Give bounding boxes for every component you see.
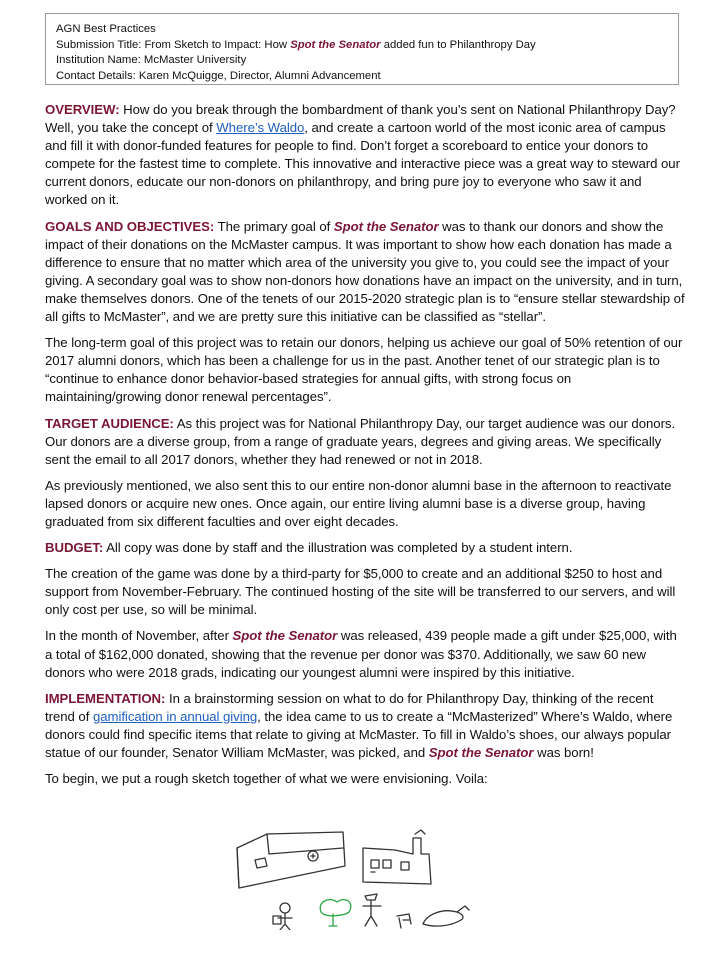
budget-paragraph bbox=[45, 539, 685, 557]
implementation-text-1: In a brainstorming session on what to do for Philanthropy Day, thinking of the recent trend of bbox=[45, 690, 654, 724]
goals-text-1: The primary goal of bbox=[214, 218, 334, 234]
sketch-figure-1 bbox=[273, 903, 292, 930]
goals-spot-title: Spot the Senator bbox=[333, 218, 439, 234]
header-line-agn: AGN Best Practices bbox=[56, 23, 156, 35]
budget-p3-text-b: was released, 439 people made a gift under $25,000, with a total of $162,000 donated, showing that the revenue per donor was $370. Additionally, we saw 60 new donors who were 2018 grads, indicating our youngest alumni were inspired by this initiative. bbox=[45, 628, 677, 680]
goals-paragraph bbox=[45, 218, 685, 327]
submission-spot-title: Spot the Senator bbox=[290, 38, 381, 51]
document-body bbox=[45, 101, 685, 796]
budget-text-1: All copy was done by staff and the illustration was completed by a student intern. bbox=[103, 540, 573, 556]
submission-suffix: added fun to Philanthropy Day bbox=[380, 38, 536, 51]
goals-text-2: was to thank our donors and show the impact of their donations on the McMaster campus. It was important to show how each donation has made a difference to ensure that no matter which area of the university you give to, you could see the impact of your giving. A secondary goal was to show non-donors how donations have an impact on the university, and in turn, make themselves donors. One of the tenets of our 2015-2020 strategic plan is to “ensure stellar stewardship of all gifts to McMaster”, and we are pretty sure this initiative can be classified as “stellar”. bbox=[45, 218, 685, 325]
implementation-spot-title: Spot the Senator bbox=[428, 745, 534, 760]
sketch-green-tree bbox=[320, 900, 351, 926]
budget-paragraph-2: The creation of the game was done by a third-party for $5,000 to create and an additional $250 to host and support from November-February. The continued hosting of the site will be transferred to our servers, and will only cost per use, so will be minimal. bbox=[45, 566, 676, 618]
goals-heading: GOALS AND OBJECTIVES: bbox=[45, 218, 215, 234]
implementation-heading: IMPLEMENTATION: bbox=[45, 690, 166, 706]
gamification-link[interactable]: gamification in annual giving bbox=[92, 708, 258, 724]
implementation-text-2: , the idea came to us to create a “McMasterized” Where’s Waldo, where donors could find specific items that relate to giving at McMaster. To fill in Waldo’s shoes, our always popular statue of our founder, Senator William McMaster, was picked, and bbox=[45, 708, 673, 760]
implementation-text-3: was born! bbox=[533, 745, 594, 760]
budget-paragraph-3 bbox=[45, 627, 685, 681]
wheres-waldo-link[interactable]: Where’s Waldo bbox=[216, 120, 305, 136]
sketch-figure-2 bbox=[363, 894, 381, 926]
implementation-paragraph bbox=[45, 690, 685, 762]
audience-heading: TARGET AUDIENCE: bbox=[45, 415, 174, 431]
submission-prefix: Submission Title: From Sketch to Impact: How bbox=[56, 38, 291, 51]
sketch-building-left bbox=[237, 832, 345, 888]
sketch-chair bbox=[397, 914, 411, 928]
budget-spot-title: Spot the Senator bbox=[232, 628, 338, 644]
audience-text-1: As this project was for National Philanthropy Day, our target audience was our donors. Our donors are a diverse group, from a range of graduate years, degrees and giving areas. We specifically sent the email to all 2017 donors, whether they had renewed or not in 2018. bbox=[45, 415, 676, 467]
goals-paragraph-2: The long-term goal of this project was to retain our donors, helping us achieve our goal of 50% retention of our 2017 alumni donors, which has been a challenge for us in the past. Another tenet of our strategic plan is to “continue to enhance donor behavior-based strategies for annual gifts, with strong focus on maintaining/growing donor renewal percentages”. bbox=[45, 335, 683, 405]
header-line-submission bbox=[56, 38, 678, 54]
overview-paragraph bbox=[45, 101, 685, 210]
budget-heading: BUDGET: bbox=[45, 540, 104, 556]
sketch-bird bbox=[423, 906, 469, 926]
overview-heading: OVERVIEW: bbox=[45, 102, 120, 117]
header-line-contact: Contact Details: Karen McQuigge, Director, Alumni Advancement bbox=[56, 69, 381, 82]
audience-paragraph-2: As previously mentioned, we also sent this to our entire non-donor alumni base in the afternoon to reactivate lapsed donors or acquire new ones. Once again, our entire living alumni base is a diverse group, having graduated from six different faculties and over eight decades. bbox=[45, 477, 672, 529]
hand-drawn-campus-sketch bbox=[225, 820, 495, 930]
budget-p3-text-a: In the month of November, after bbox=[45, 628, 233, 644]
submission-header bbox=[45, 13, 679, 85]
overview-text-2: , and create a cartoon world of the most iconic area of campus and fill it with donor-funded features for people to find. Don’t forget a scoreboard to entice your donors to compete for the fastest time to complete. This innovative and interactive piece was a great way to steward our current donors, educate our non-donors on philanthropy, and bring pure joy to everyone who saw it and worked on it. bbox=[45, 120, 680, 208]
sketch-building-right bbox=[363, 830, 431, 884]
audience-paragraph bbox=[45, 415, 685, 469]
implementation-paragraph-2: To begin, we put a rough sketch together of what we were envisioning. Voila: bbox=[45, 771, 488, 787]
overview-text-1: How do you break through the bombardment of thank you’s sent on National Philanthropy Day? Well, you take the concept of bbox=[45, 102, 676, 136]
header-line-institution: Institution Name: McMaster University bbox=[56, 54, 247, 66]
